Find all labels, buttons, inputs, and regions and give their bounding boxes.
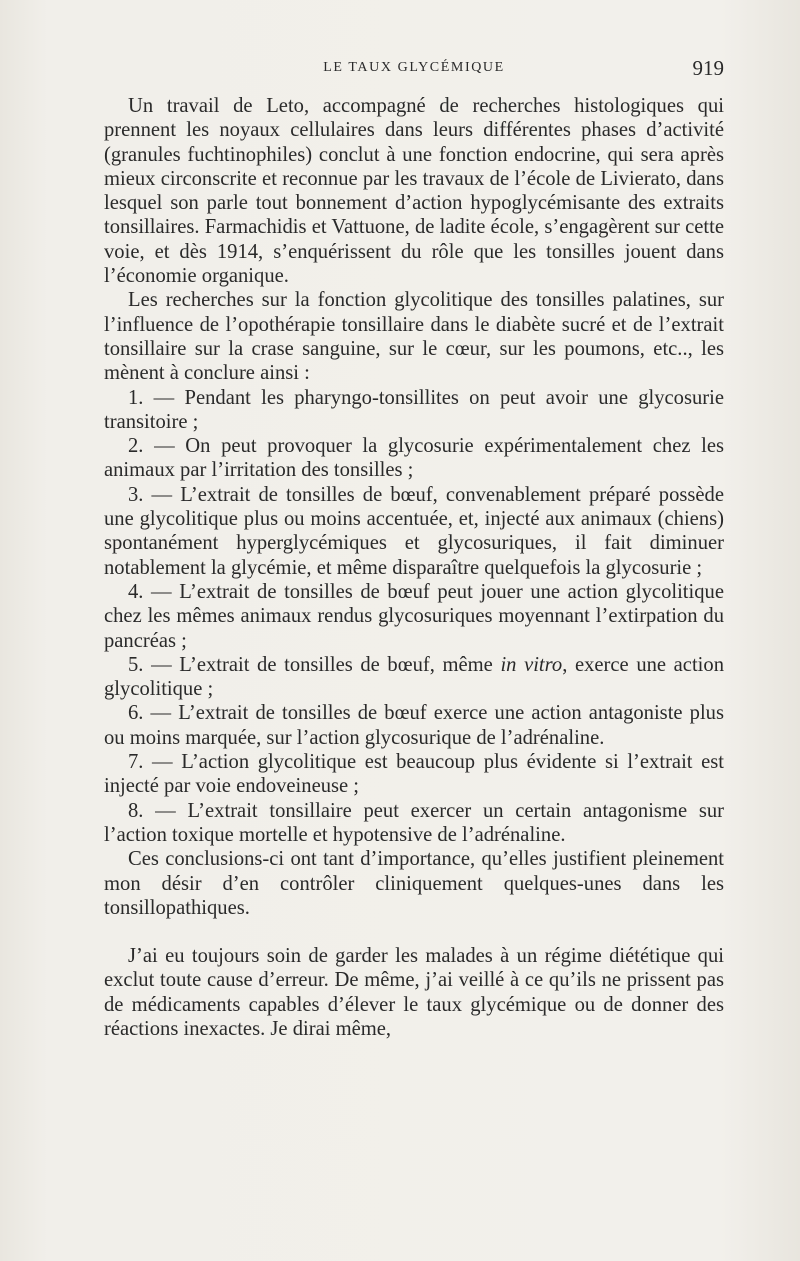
paragraph: J’ai eu toujours soin de garder les malades à un régime diététique qui exclut toute cause d’erreur. De même, j’ai veillé à ce qu’ils ne prissent pas de médicaments capables d’élever le taux glycémique ou de donner des réactions inexactes. Je dirai même, bbox=[104, 945, 724, 1040]
list-item-text: , exerce une action glycolitique ; bbox=[104, 653, 724, 701]
running-title: LE TAUX GLYCÉMIQUE bbox=[323, 60, 505, 75]
paragraph: Ces conclusions-ci ont tant d’importance, qu’elles justifient pleinement mon désir d’en contrôler cliniquement quelques-unes dans les tonsillopathiques. bbox=[104, 848, 724, 919]
paragraph: Les recherches sur la fonction glycolitique des tonsilles palatines, sur l’influence de l’opothérapie tonsillaire dans le diabète sucré et de l’extrait tonsillaire sur la crase sanguine, sur le cœur, sur les poumons, etc.., les mènent à conclure ainsi : bbox=[104, 289, 724, 385]
list-item: 8. — L’extrait tonsillaire peut exercer un certain antagonisme sur l’action toxique mortelle et hypotensive de l’adrénaline. bbox=[104, 799, 724, 846]
paragraph: Un travail de Leto, accompagné de recherches histologiques qui prennent les noyaux cellulaires dans leurs différentes phases d’activité (granules fuchtinophiles) conclut à une fonction endocrine, qui sera après mieux circonscrite et reconnue par les travaux de l’école de Livierato, dans lesquel son parle tout bonnement d’action hypoglycémisante des extraits tonsillaires. Farmachidis et Vattuone, de ladite école, s’engagèrent sur cette voie, et dès 1914, s’enquérissent du rôle que les tonsilles jouent dans l’économie organique. bbox=[104, 95, 724, 288]
list-item: 6. — L’extrait de tonsilles de bœuf exerce une action antagoniste plus ou moins marquée, sur l’action glycosurique de l’adrénaline. bbox=[104, 702, 724, 749]
list-item: 1. — Pendant les pharyngo-tonsillites on peut avoir une glycosurie transitoire ; bbox=[104, 386, 724, 433]
list-item: 7. — L’action glycolitique est beaucoup plus évidente si l’extrait est injecté par voie endoveineuse ; bbox=[104, 751, 724, 798]
list-item: 4. — L’extrait de tonsilles de bœuf peut jouer une action glycolitique chez les mêmes animaux rendus glycosuriques moyennant l’extirpation du pancréas ; bbox=[104, 580, 724, 652]
running-header bbox=[104, 56, 724, 86]
page-number: 919 bbox=[692, 56, 724, 80]
text-body bbox=[104, 94, 724, 1041]
list-item: 3. — L’extrait de tonsilles de bœuf, convenablement préparé possède une glycolitique plus ou moins accentuée, et, injecté aux animaux (chiens) spontanément hyperglycémiques et glycosuriques, il fait diminuer notablement la glycémie, et même disparaître quelquefois la glycosurie ; bbox=[104, 483, 724, 579]
list-item: 2. — On peut provoquer la glycosurie expérimentalement chez les animaux par l’irritation des tonsilles ; bbox=[104, 435, 724, 482]
list-item-text: 5. — L’extrait de tonsilles de bœuf, même bbox=[128, 653, 501, 676]
list-item bbox=[104, 653, 724, 702]
list-item-italic: in vitro bbox=[500, 653, 563, 676]
